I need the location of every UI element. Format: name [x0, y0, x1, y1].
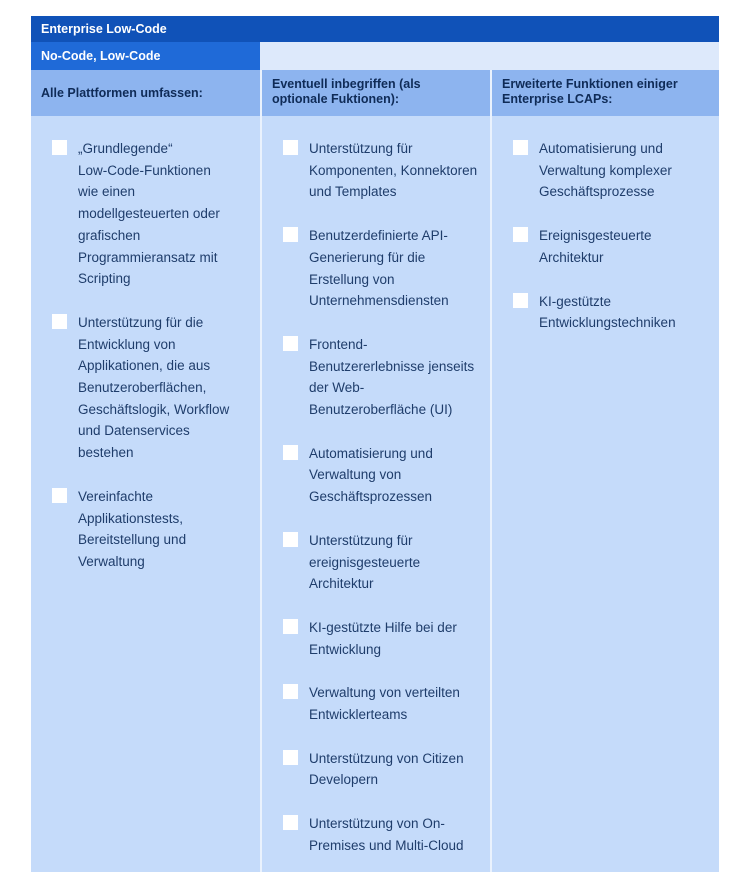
checklist-item-label: Benutzerdefinierte API- Generierung für die Erstellung von Unternehmensdiensten — [309, 228, 449, 309]
enterprise-low-code-bar: Enterprise Low-Code — [31, 16, 719, 42]
checklist-item-label: KI-gestützte Hilfe bei der Entwicklung — [309, 619, 457, 657]
checklist-item-label: Automatisierung und Verwaltung komplexer Geschäftsprozesse — [539, 141, 672, 200]
checklist-item — [492, 225, 719, 268]
checkbox[interactable] — [52, 140, 67, 155]
checklist-item-label: „Grundlegende“ Low-Code-Funktionen wie einen modellgesteuerten oder grafischen Programmieransatz mit Scripting — [78, 141, 220, 287]
checklist-item — [492, 138, 719, 203]
checklist-item-label: Ereignisgesteuerte Architektur — [539, 228, 652, 265]
nocode-row-filler — [260, 42, 719, 70]
column-extended — [490, 116, 719, 872]
checklist-item-label: Unterstützung für die Entwicklung von Applikationen, die aus Benutzeroberflächen, Geschäftslogik, Workflow und Datenservices bestehen — [78, 314, 230, 461]
checkbox[interactable] — [283, 445, 298, 460]
checklist-item — [31, 312, 260, 464]
checklist-item — [262, 334, 490, 421]
checklist-item — [262, 682, 490, 725]
column-headers — [31, 70, 719, 116]
checklist-item-label: Verwaltung von verteilten Entwicklerteams — [309, 685, 460, 723]
column-header-extended: Erweiterte Funktionen einiger Enterprise LCAPs: — [490, 70, 719, 116]
checkbox[interactable] — [283, 140, 298, 155]
checkbox[interactable] — [513, 140, 528, 155]
checkbox[interactable] — [52, 488, 67, 503]
column-optional — [260, 116, 490, 872]
checklist-item — [262, 813, 490, 856]
nocode-lowcode-bar: No-Code, Low-Code — [31, 42, 260, 70]
checklist-item-label: Vereinfachte Applikationstests, Bereitstellung und Verwaltung — [78, 488, 187, 569]
checkbox[interactable] — [52, 314, 67, 329]
checklist-item-label: Unterstützung von On- Premises und Multi-Cloud — [309, 816, 464, 853]
column-all-platforms — [31, 116, 260, 872]
checkbox[interactable] — [513, 227, 528, 242]
checklist-item-label: KI-gestützte Entwicklungstechniken — [539, 293, 676, 331]
checklist-item-label: Unterstützung von Citizen Developern — [309, 750, 464, 788]
checkbox[interactable] — [283, 532, 298, 547]
checklist-item-label: Unterstützung für ereignisgesteuerte Architektur — [309, 532, 421, 592]
nocode-row — [31, 42, 719, 70]
checklist-item-label: Unterstützung für Komponenten, Konnektoren und Templates — [309, 141, 478, 200]
checklist-item — [262, 443, 490, 508]
checklist-item — [31, 138, 260, 290]
checklist-item — [262, 748, 490, 791]
checklist-item — [262, 617, 490, 660]
checklist-item — [31, 486, 260, 573]
checklist-item-label: Frontend- Benutzererlebnisse jenseits der Web- Benutzeroberfläche (UI) — [309, 336, 475, 418]
comparison-table — [31, 16, 719, 872]
checkbox[interactable] — [283, 227, 298, 242]
checklist-item — [492, 291, 719, 334]
checkbox[interactable] — [283, 619, 298, 634]
checkbox[interactable] — [283, 750, 298, 765]
checkbox[interactable] — [283, 336, 298, 351]
checkbox[interactable] — [513, 293, 528, 308]
checklist-item — [262, 225, 490, 312]
column-header-all-platforms: Alle Plattformen umfassen: — [41, 86, 203, 100]
column-header-optional: Eventuell inbegriffen (als optionale Fuktionen): — [260, 70, 490, 116]
checkbox[interactable] — [283, 815, 298, 830]
column-bodies — [31, 116, 719, 872]
checklist-item-label: Automatisierung und Verwaltung von Geschäftsprozessen — [309, 445, 433, 505]
checklist-item — [262, 138, 490, 203]
checkbox[interactable] — [283, 684, 298, 699]
checklist-item — [262, 530, 490, 595]
